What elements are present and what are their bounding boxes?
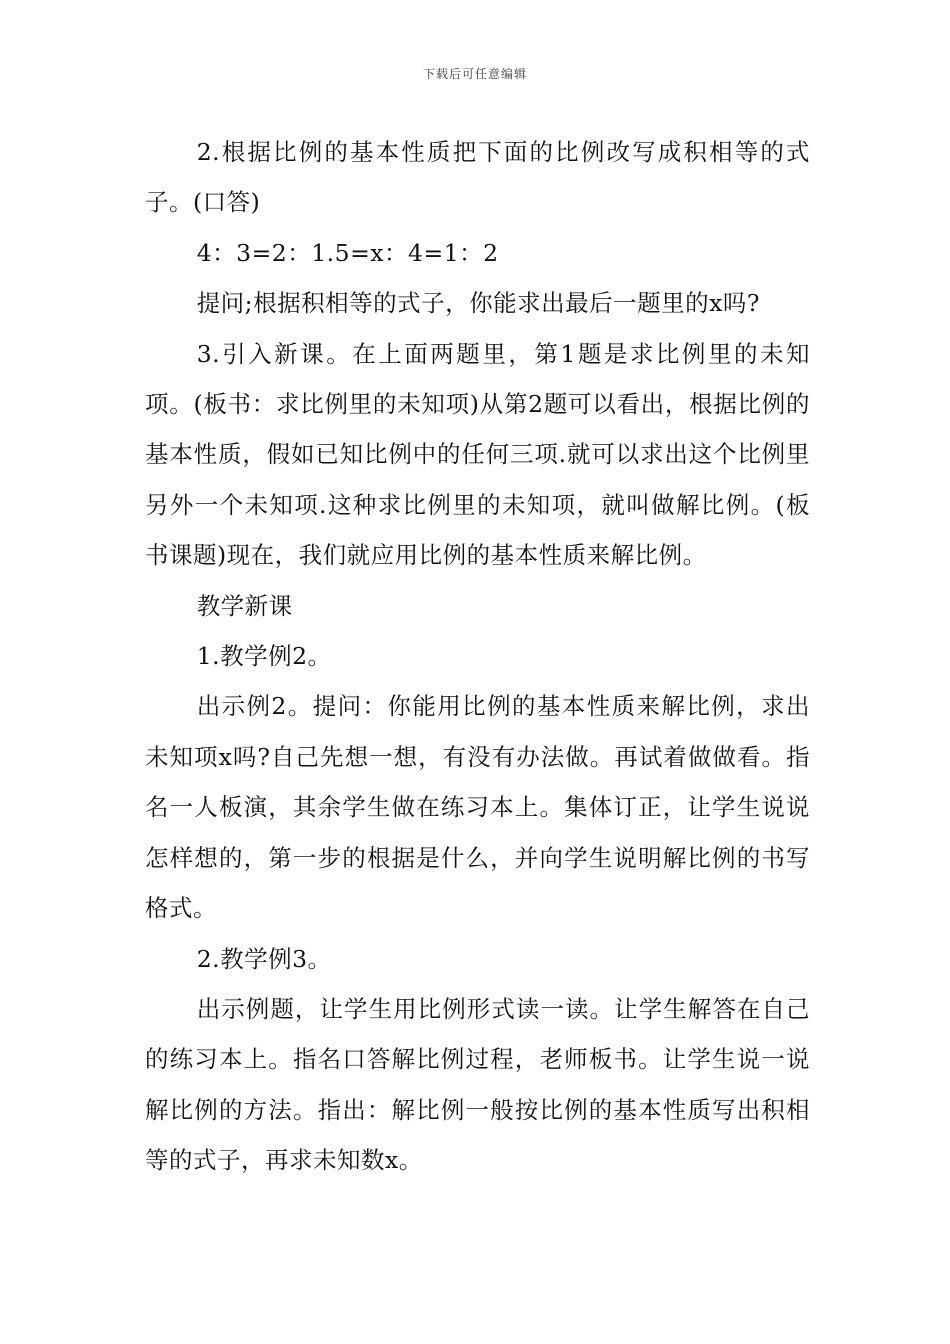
paragraph-example-2-body: 出示例2。提问：你能用比例的基本性质来解比例，求出未知项x吗?自己先想一想，有没有办法做。再试着做做看。指名一人板演，其余学生做在练习本上。集体订正，让学生说说怎样想的，第一步的根据是什么，并向学生说明解比例的书写格式。 <box>145 692 810 923</box>
paragraph-example-2-heading: 1.教学例2。 <box>196 642 332 671</box>
section-heading-new-lesson: 教学新课 <box>196 591 293 620</box>
paragraph-ratio-equation: 4：3=2：1.5=x：4=1：2 <box>196 238 499 267</box>
paragraph-example-3-heading: 2.教学例3。 <box>196 944 332 973</box>
paragraph-step-2: 2.根据比例的基本性质把下面的比例改写成积相等的式子。(口答) <box>145 138 810 217</box>
page-header-note: 下载后可任意编辑 <box>422 67 527 81</box>
paragraph-question: 提问;根据积相等的式子，你能求出最后一题里的x吗? <box>196 289 760 318</box>
document-body <box>145 127 810 1186</box>
paragraph-step-3: 3.引入新课。在上面两题里，第1题是求比例里的未知项。(板书：求比例里的未知项)从第2题可以看出，根据比例的基本性质，假如已知比例中的任何三项.就可以求出这个比例里另外一个未知项.这种求比例里的未知项，就叫做解比例。(板书课题)现在，我们就应用比例的基本性质来解比例。 <box>145 339 810 570</box>
paragraph-example-3-body: 出示例题，让学生用比例形式读一读。让学生解答在自己的练习本上。指名口答解比例过程，老师板书。让学生说一说解比例的方法。指出：解比例一般按比例的基本性质写出积相等的式子，再求未知数x。 <box>145 994 810 1175</box>
